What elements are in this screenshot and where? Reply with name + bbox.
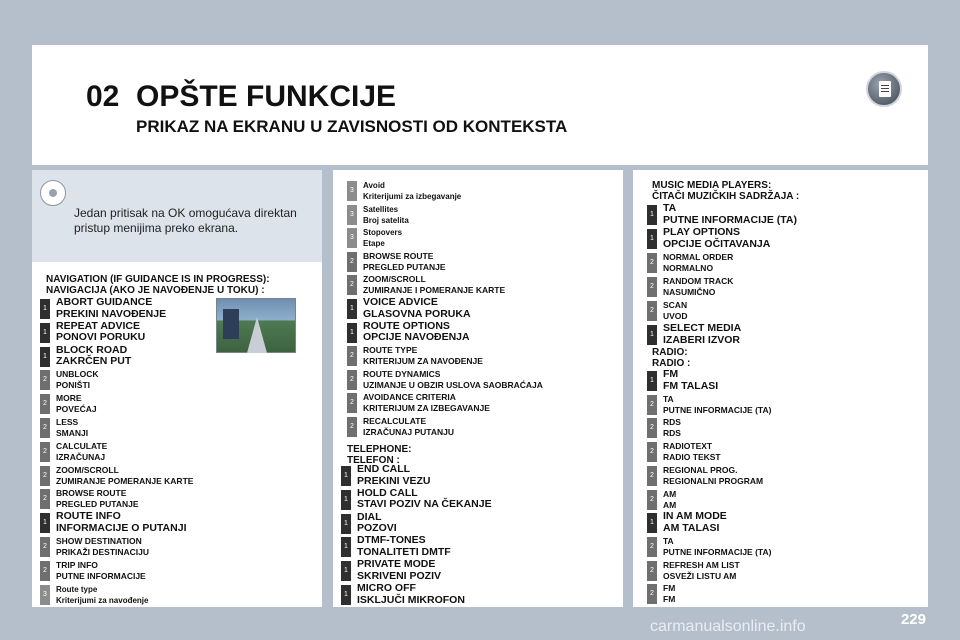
chapter-number: 02 bbox=[86, 80, 120, 113]
label-sr: PREKINI NAVOĐENJE bbox=[56, 307, 167, 320]
label-sr: ZUMIRANJE POMERANJE KARTE bbox=[56, 475, 194, 486]
label-en: UNBLOCK bbox=[56, 369, 99, 380]
level-badge: 1 bbox=[647, 325, 657, 345]
level-badge: 2 bbox=[647, 277, 657, 297]
menu-item-label bbox=[663, 511, 727, 534]
label-sr: PUTNE INFORMACIJE bbox=[56, 570, 146, 581]
level-badge: 2 bbox=[40, 394, 50, 414]
menu-item-label bbox=[663, 536, 771, 558]
level-badge: 2 bbox=[647, 395, 657, 415]
label-en: RDS bbox=[663, 417, 681, 428]
menu-item-label bbox=[363, 180, 461, 202]
menu-item-label bbox=[56, 584, 148, 606]
label-en: SELECT MEDIA bbox=[663, 322, 742, 334]
level-badge: 1 bbox=[341, 466, 351, 486]
label-sr: POVEĆAJ bbox=[56, 404, 97, 415]
menu-item-label bbox=[663, 465, 763, 487]
label-en: RANDOM TRACK bbox=[663, 276, 734, 286]
label-en: SHOW DESTINATION bbox=[56, 536, 142, 546]
label-en: BROWSE ROUTE bbox=[363, 250, 434, 261]
menu-item-label bbox=[357, 488, 492, 511]
menu-item-label bbox=[363, 345, 483, 367]
label-en: Avoid bbox=[363, 181, 385, 190]
level-badge: 2 bbox=[647, 253, 657, 273]
menu-item-label bbox=[663, 394, 771, 416]
level-badge: 2 bbox=[40, 370, 50, 390]
label-sr: OSVEŽI LISTU AM bbox=[663, 570, 737, 581]
level-badge: 2 bbox=[40, 442, 50, 462]
level-badge: 2 bbox=[40, 537, 50, 557]
level-badge: 3 bbox=[40, 585, 50, 605]
level-badge: 2 bbox=[347, 346, 357, 366]
label-sr: PREKINI VEZU bbox=[357, 474, 431, 487]
label-sr: IZRAČUNAJ bbox=[56, 451, 106, 462]
label-sr: UZIMANJE U OBZIR USLOVA SAOBRAĆAJA bbox=[363, 379, 543, 390]
menu-item-label bbox=[663, 276, 733, 298]
menu-item-label bbox=[663, 227, 770, 250]
level-badge: 2 bbox=[40, 418, 50, 438]
section-radio bbox=[652, 347, 690, 369]
label-sr: KRITERIJUM ZA IZBEGAVANJE bbox=[363, 403, 490, 414]
label-sr: STAVI POZIV NA ČEKANJE bbox=[357, 498, 492, 511]
label-sr: FM bbox=[663, 594, 676, 605]
label-en: ROUTE TYPE bbox=[363, 345, 418, 356]
menu-item-label bbox=[357, 535, 451, 558]
label-sr: FM TALASI bbox=[663, 379, 719, 392]
label-en: ROUTE OPTIONS bbox=[363, 319, 450, 332]
section-title-sr: TELEFON : bbox=[347, 455, 400, 466]
level-badge: 2 bbox=[647, 561, 657, 581]
header-panel bbox=[32, 45, 928, 165]
document-icon bbox=[866, 71, 902, 107]
menu-item-label bbox=[363, 227, 402, 249]
label-en: NORMAL ORDER bbox=[663, 252, 734, 262]
menu-item-label bbox=[56, 441, 107, 463]
section-title-en: TELEPHONE: bbox=[347, 444, 412, 455]
level-badge: 1 bbox=[341, 585, 351, 605]
menu-item-label bbox=[56, 321, 145, 344]
label-en: ABORT GUIDANCE bbox=[56, 296, 153, 308]
label-sr: RDS bbox=[663, 428, 681, 439]
label-en: AVOIDANCE CRITERIA bbox=[363, 392, 456, 403]
menu-item-label bbox=[663, 583, 675, 605]
label-sr: PREGLED PUTANJE bbox=[363, 261, 446, 272]
section-title-en: MUSIC MEDIA PLAYERS: bbox=[652, 180, 772, 191]
label-sr: Kriterijumi za navođenje bbox=[56, 595, 149, 605]
level-badge: 1 bbox=[647, 513, 657, 533]
level-badge: 1 bbox=[647, 371, 657, 391]
label-en: ZOOM/SCROLL bbox=[56, 464, 119, 475]
menu-item-label bbox=[663, 323, 741, 346]
label-sr: OPCIJE NAVOĐENJA bbox=[363, 331, 470, 344]
level-badge: 2 bbox=[347, 252, 357, 272]
label-sr: ZUMIRANJE I POMERANJE KARTE bbox=[363, 285, 506, 296]
label-sr: PONIŠTI bbox=[56, 380, 91, 391]
label-sr: SKRIVENI POZIV bbox=[357, 569, 442, 582]
section-title-sr: NAVIGACIJA (AKO JE NAVOĐENJE U TOKU) : bbox=[46, 285, 265, 296]
level-badge: 1 bbox=[40, 347, 50, 367]
label-en: TRIP INFO bbox=[56, 559, 98, 570]
level-badge: 2 bbox=[647, 537, 657, 557]
label-sr: NASUMIČNO bbox=[663, 287, 716, 297]
level-badge: 1 bbox=[40, 513, 50, 533]
label-en: PLAY OPTIONS bbox=[663, 226, 741, 238]
menu-item-label bbox=[663, 203, 797, 226]
page-subtitle: PRIKAZ NA EKRANU U ZAVISNOSTI OD KONTEKSTA bbox=[136, 117, 568, 136]
label-sr: SMANJI bbox=[56, 428, 89, 438]
label-sr: KRITERIJUM ZA NAVOĐENJE bbox=[363, 356, 483, 367]
menu-item-label bbox=[56, 345, 131, 368]
label-en: ZOOM/SCROLL bbox=[363, 274, 426, 285]
menu-item-label bbox=[56, 297, 166, 320]
lamp-icon bbox=[40, 180, 66, 206]
label-en: PRIVATE MODE bbox=[357, 558, 436, 571]
level-badge: 2 bbox=[40, 489, 50, 509]
label-en: RECALCULATE bbox=[363, 416, 427, 426]
label-sr: RADIO TEKST bbox=[663, 452, 721, 463]
level-badge: 2 bbox=[647, 418, 657, 438]
page-number: 229 bbox=[900, 611, 926, 628]
level-badge: 2 bbox=[347, 417, 357, 437]
level-badge: 2 bbox=[647, 301, 657, 321]
watermark: carmanualsonline.info bbox=[650, 618, 806, 635]
menu-item-label bbox=[363, 321, 470, 344]
level-badge: 3 bbox=[347, 205, 357, 225]
level-badge: 2 bbox=[347, 393, 357, 413]
label-sr: TONALITETI DMTF bbox=[357, 545, 451, 558]
label-en: MICRO OFF bbox=[357, 582, 416, 594]
menu-item-label bbox=[363, 416, 454, 438]
label-sr: UVOD bbox=[663, 311, 688, 321]
label-sr: OPCIJE OČITAVANJA bbox=[663, 237, 771, 250]
menu-item-label bbox=[363, 274, 505, 296]
label-en: LESS bbox=[56, 417, 79, 427]
level-badge: 1 bbox=[647, 229, 657, 249]
menu-item-label bbox=[363, 204, 409, 226]
menu-item-label bbox=[357, 512, 397, 535]
menu-item-label bbox=[56, 536, 149, 558]
level-badge: 2 bbox=[647, 442, 657, 462]
level-badge: 1 bbox=[341, 514, 351, 534]
label-sr: IZABERI IZVOR bbox=[663, 333, 741, 346]
column-media-radio bbox=[633, 170, 928, 607]
section-title-sr: RADIO : bbox=[652, 358, 691, 369]
label-sr: PUTNE INFORMACIJE (TA) bbox=[663, 213, 797, 226]
label-sr: ISKLJUČI MIKROFON bbox=[357, 593, 465, 606]
label-en: BLOCK ROAD bbox=[56, 343, 128, 356]
menu-item-label bbox=[663, 252, 733, 274]
label-en: TA bbox=[663, 202, 677, 214]
label-sr: IZRAČUNAJ PUTANJU bbox=[363, 427, 454, 437]
label-en: DTMF-TONES bbox=[357, 534, 426, 547]
label-sr: PRIKAŽI DESTINACIJU bbox=[56, 547, 150, 557]
level-badge: 2 bbox=[647, 490, 657, 510]
label-en: Route type bbox=[56, 584, 98, 594]
level-badge: 2 bbox=[40, 466, 50, 486]
menu-item-label bbox=[56, 511, 186, 534]
label-en: AM bbox=[663, 488, 677, 499]
label-en: CALCULATE bbox=[56, 440, 108, 451]
level-badge: 1 bbox=[347, 323, 357, 343]
level-badge: 1 bbox=[40, 323, 50, 343]
menu-item-label bbox=[363, 369, 543, 391]
label-sr: Etape bbox=[363, 239, 385, 249]
label-en: RADIOTEXT bbox=[663, 441, 713, 452]
label-sr: Broj satelita bbox=[363, 215, 409, 225]
label-en: REGIONAL PROG. bbox=[663, 464, 738, 475]
menu-item-label bbox=[363, 251, 446, 273]
label-sr: AM bbox=[663, 499, 677, 510]
menu-item-label bbox=[663, 369, 718, 392]
label-sr: PUTNE INFORMACIJE (TA) bbox=[663, 546, 772, 557]
level-badge: 2 bbox=[347, 275, 357, 295]
label-en: ROUTE INFO bbox=[56, 510, 121, 523]
menu-item-label bbox=[357, 559, 441, 582]
label-sr: NORMALNO bbox=[663, 263, 714, 273]
label-en: SCAN bbox=[663, 300, 688, 310]
info-text: Jedan pritisak na OK omogućava direktan pristup menijima preko ekrana. bbox=[74, 206, 297, 235]
label-en: REPEAT ADVICE bbox=[56, 319, 141, 332]
label-sr: Kriterijumi za izbegavanje bbox=[363, 192, 462, 201]
section-music bbox=[652, 180, 799, 202]
column-route-telephone bbox=[333, 170, 623, 607]
info-box bbox=[32, 170, 322, 262]
label-sr: GLASOVNA PORUKA bbox=[363, 307, 471, 320]
menu-item-label bbox=[357, 464, 431, 487]
menu-item-label bbox=[663, 300, 688, 322]
label-en: END CALL bbox=[357, 463, 411, 475]
level-badge: 1 bbox=[40, 299, 50, 319]
level-badge: 2 bbox=[347, 370, 357, 390]
label-en: Stopovers bbox=[363, 228, 403, 238]
page-title: OPŠTE FUNKCIJE bbox=[136, 80, 397, 113]
menu-item-label bbox=[56, 369, 99, 391]
label-en: FM bbox=[663, 583, 676, 594]
level-badge: 3 bbox=[347, 228, 357, 248]
column-navigation bbox=[32, 170, 322, 607]
section-navigation bbox=[46, 274, 270, 296]
label-en: DIAL bbox=[357, 510, 382, 523]
menu-item-label bbox=[56, 417, 88, 439]
level-badge: 1 bbox=[647, 205, 657, 225]
label-sr: ZAKRČEN PUT bbox=[56, 355, 132, 368]
menu-item-label bbox=[357, 583, 465, 606]
label-en: TA bbox=[663, 393, 674, 404]
level-badge: 2 bbox=[40, 561, 50, 581]
level-badge: 1 bbox=[341, 561, 351, 581]
label-en: ROUTE DYNAMICS bbox=[363, 368, 441, 379]
label-sr: PONOVI PORUKU bbox=[56, 331, 146, 344]
menu-item-label bbox=[56, 560, 146, 582]
navigation-screen-image bbox=[216, 298, 296, 353]
label-sr: PREGLED PUTANJE bbox=[56, 499, 139, 510]
label-en: REFRESH AM LIST bbox=[663, 559, 740, 570]
label-sr: REGIONALNI PROGRAM bbox=[663, 475, 764, 486]
section-title-en: NAVIGATION (IF GUIDANCE IS IN PROGRESS): bbox=[46, 274, 270, 285]
level-badge: 2 bbox=[647, 584, 657, 604]
menu-item-label bbox=[363, 392, 490, 414]
label-en: TA bbox=[663, 535, 674, 546]
menu-item-label bbox=[663, 560, 740, 582]
label-en: Satellites bbox=[363, 204, 399, 214]
label-en: BROWSE ROUTE bbox=[56, 488, 127, 499]
menu-item-label bbox=[56, 465, 193, 487]
label-sr: PUTNE INFORMACIJE (TA) bbox=[663, 404, 772, 415]
level-badge: 1 bbox=[341, 490, 351, 510]
label-en: VOICE ADVICE bbox=[363, 296, 438, 308]
label-sr: INFORMACIJE O PUTANJI bbox=[56, 521, 187, 534]
menu-item-label bbox=[663, 441, 721, 463]
section-title-sr: ČITAČI MUZIČKIH SADRŽAJA : bbox=[652, 191, 800, 202]
level-badge: 2 bbox=[647, 466, 657, 486]
label-en: MORE bbox=[56, 393, 82, 404]
label-en: FM bbox=[663, 368, 679, 380]
menu-item-label bbox=[363, 297, 471, 320]
menu-item-label bbox=[56, 393, 97, 415]
section-title-en: RADIO: bbox=[652, 347, 688, 358]
menu-item-label bbox=[663, 417, 681, 439]
level-badge: 3 bbox=[347, 181, 357, 201]
menu-item-label bbox=[56, 488, 139, 510]
label-sr: AM TALASI bbox=[663, 521, 720, 534]
level-badge: 1 bbox=[347, 299, 357, 319]
label-en: IN AM MODE bbox=[663, 510, 727, 523]
level-badge: 1 bbox=[341, 537, 351, 557]
label-en: HOLD CALL bbox=[357, 486, 418, 499]
menu-item-label bbox=[663, 489, 676, 511]
label-sr: POZOVI bbox=[357, 522, 397, 535]
